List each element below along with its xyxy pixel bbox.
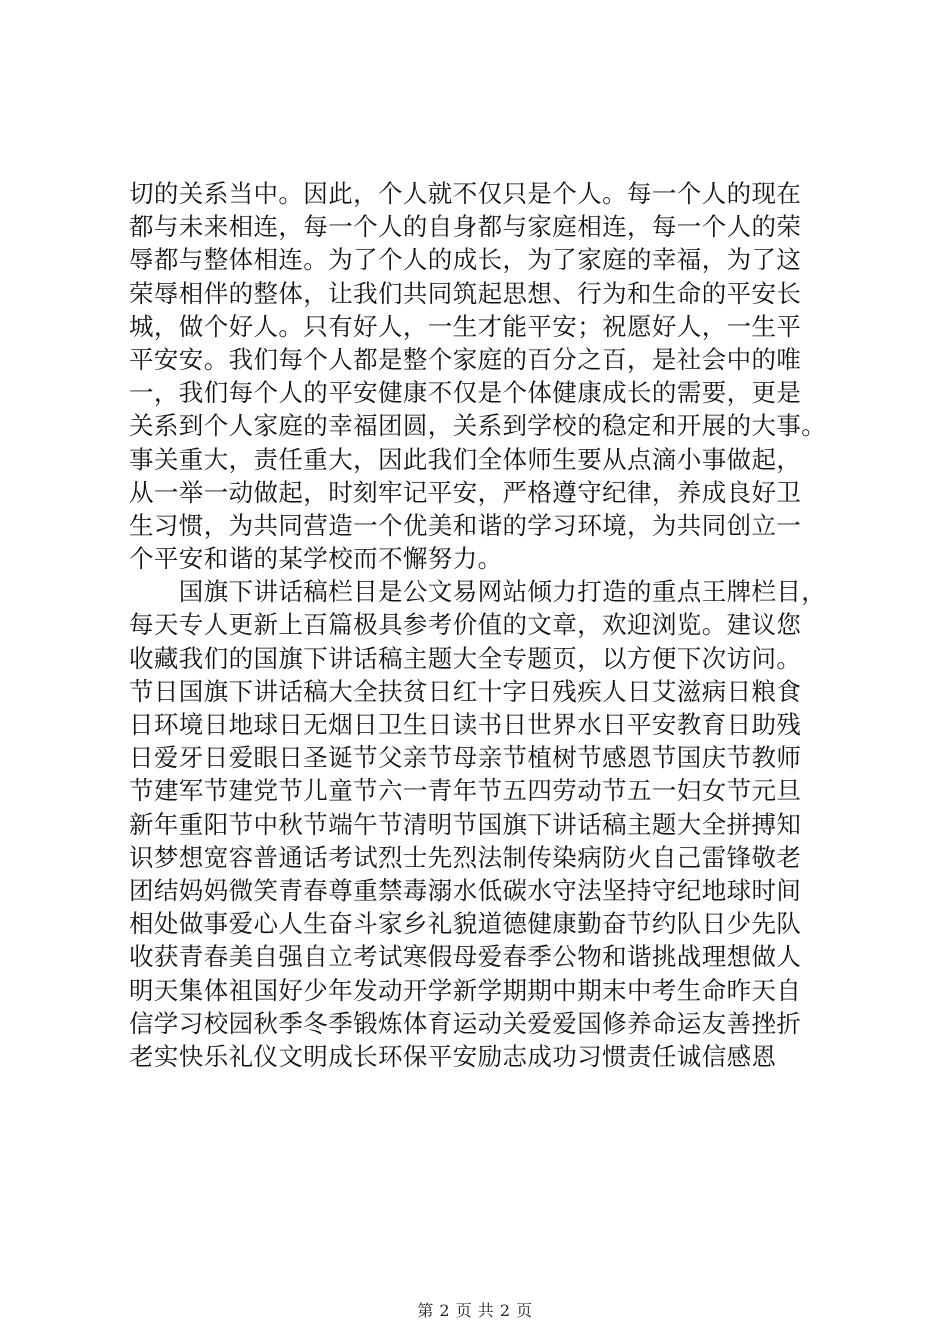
- text-line: 城，做个好人。只有好人，一生才能平安；祝愿好人，一生平: [129, 311, 802, 341]
- text-line: 识梦想宽容普通话考试烈士先烈法制传染病防火自己雷锋敬老: [129, 842, 802, 872]
- text-line: 平安安。我们每个人都是整个家庭的百分之百，是社会中的唯: [129, 344, 802, 374]
- text-line: 荣辱相伴的整体，让我们共同筑起思想、行为和生命的平安长: [129, 278, 802, 308]
- text-line: 都与未来相连，每一个人的自身都与家庭相连，每一个人的荣: [129, 212, 802, 242]
- text-line: 团结妈妈微笑青春尊重禁毒溺水低碳水守法坚持守纪地球时间: [129, 875, 802, 905]
- text-line: 一，我们每个人的平安健康不仅是个体健康成长的需要，更是: [129, 378, 802, 408]
- text-line: 信学习校园秋季冬季锻炼体育运动关爱爱国修养命运友善挫折: [129, 1008, 802, 1038]
- page-number-footer: 第 2 页 共 2 页: [417, 1301, 533, 1320]
- text-line: 日爱牙日爱眼日圣诞节父亲节母亲节植树节感恩节国庆节教师: [129, 743, 802, 773]
- text-line: 老实快乐礼仪文明成长环保平安励志成功习惯责任诚信感恩: [129, 1041, 777, 1071]
- text-line: 个平安和谐的某学校而不懈努力。: [129, 544, 503, 574]
- text-line: 生习惯，为共同营造一个优美和谐的学习环境，为共同创立一: [129, 510, 802, 540]
- text-line: 从一举一动做起，时刻牢记平安，严格遵守纪律，养成良好卫: [129, 477, 802, 507]
- text-line: 切的关系当中。因此，个人就不仅只是个人。每一个人的现在: [129, 179, 802, 208]
- text-line: 相处做事爱心人生奋斗家乡礼貌道德健康勤奋节约队日少先队: [129, 909, 802, 939]
- text-line: 辱都与整体相连。为了个人的成长，为了家庭的幸福，为了这: [129, 245, 802, 275]
- text-line: 明天集体祖国好少年发动开学新学期期中期末中考生命昨天自: [129, 975, 802, 1005]
- text-line: 每天专人更新上百篇极具参考价值的文章，欢迎浏览。建议您: [129, 610, 802, 640]
- body-text: [129, 177, 849, 1073]
- text-line: 关系到个人家庭的幸福团圆，关系到学校的稳定和开展的大事。: [129, 411, 827, 441]
- text-line: 收藏我们的国旗下讲话稿主题大全专题页，以方便下次访问。: [129, 643, 802, 673]
- text-line: 节日国旗下讲话稿大全扶贫日红十字日残疾人日艾滋病日粮食: [129, 676, 802, 706]
- text-line: 国旗下讲话稿栏目是公文易网站倾力打造的重点王牌栏目，: [129, 577, 827, 607]
- text-line: 节建军节建党节儿童节六一青年节五四劳动节五一妇女节元旦: [129, 776, 802, 806]
- text-line: 日环境日地球日无烟日卫生日读书日世界水日平安教育日助残: [129, 710, 802, 739]
- text-line: 收获青春美自强自立考试寒假母爱春季公物和谐挑战理想做人: [129, 942, 802, 972]
- text-line: 事关重大，责任重大，因此我们全体师生要从点滴小事做起，: [129, 444, 802, 474]
- text-line: 新年重阳节中秋节端午节清明节国旗下讲话稿主题大全拼搏知: [129, 809, 802, 839]
